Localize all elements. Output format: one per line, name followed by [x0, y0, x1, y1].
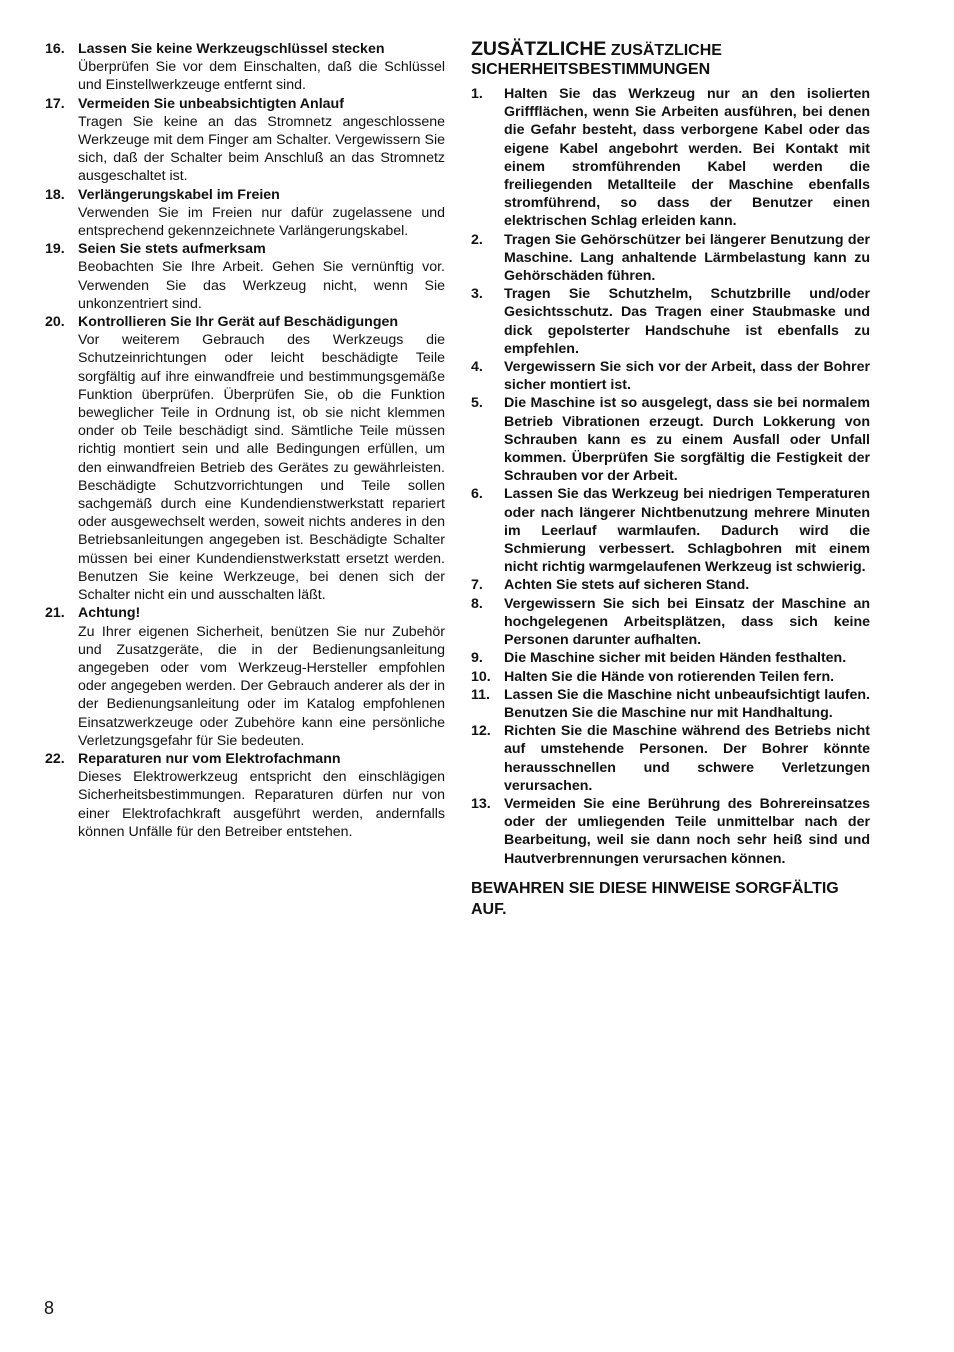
closing-notice: BEWAHREN SIE DIESE HINWEISE SORGFÄLTIG AUF.	[471, 879, 839, 918]
item-number: 5.	[471, 395, 483, 412]
list-item	[471, 358, 870, 394]
item-text: Dieses Elektrowerkzeug entspricht den einschlägigen Sicherheitsbestimmungen. Reparaturen dürfen nur von einer Elektrofachkraft ausgeführt werden, andernfalls können Unfälle für den Betreiber entstehen.	[78, 769, 445, 840]
item-number: 18.	[45, 186, 65, 203]
item-number: 12.	[471, 723, 491, 740]
section-heading-lead: ZUSÄTZLICHE	[471, 38, 607, 60]
item-title: Verlängerungskabel im Freien	[78, 186, 280, 203]
item-number: 22.	[45, 750, 65, 767]
list-item	[45, 750, 445, 841]
item-text: Halten Sie die Hände von rotierenden Teilen fern.	[504, 668, 835, 685]
item-text: Lassen Sie die Maschine nicht unbeaufsichtigt laufen. Benutzen Sie die Maschine nur mit Handhaltung.	[504, 686, 870, 721]
list-item	[471, 231, 870, 286]
list-item	[471, 285, 870, 358]
item-number: 13.	[471, 795, 491, 812]
item-title: Kontrollieren Sie Ihr Gerät auf Beschädigungen	[78, 314, 399, 331]
list-item	[471, 576, 870, 594]
item-number: 7.	[471, 577, 483, 594]
section-heading	[471, 40, 870, 79]
list-item	[45, 95, 445, 186]
item-text: Beobachten Sie Ihre Arbeit. Gehen Sie vernünftig vor. Verwenden Sie das Werkzeug nicht, wenn Sie unkonzentriert sind.	[78, 259, 445, 312]
item-number: 6.	[471, 486, 483, 503]
list-item	[471, 668, 870, 686]
item-number: 9.	[471, 650, 483, 667]
item-text: Vergewissern Sie sich bei Einsatz der Maschine an hochgelegenen Arbeitsplätzen, dass sich keine Personen darunter aufhalten.	[504, 595, 870, 649]
item-text: Die Maschine sicher mit beiden Händen festhalten.	[504, 650, 847, 667]
item-text: Überprüfen Sie vor dem Einschalten, daß die Schlüssel und Einstellwerkzeuge entfernt sind.	[78, 59, 445, 94]
list-item	[471, 485, 870, 576]
item-text: Achten Sie stets auf sicheren Stand.	[504, 577, 750, 594]
item-number: 2.	[471, 231, 483, 248]
list-item	[45, 604, 445, 750]
item-number: 3.	[471, 286, 483, 303]
list-item	[45, 240, 445, 313]
list-item	[471, 394, 870, 485]
item-text: Zu Ihrer eigenen Sicherheit, benützen Sie nur Zubehör und Zusatzgeräte, die in der Bedienungsanleitung angegeben oder vom Werkzeug-Hersteller empfohlen oder angegeben werden. Der Gebrauch anderer als der in der Bedienungsanleitung oder im Katalog empfohlenen Einsatzwerkzeuge oder Zubehöre kann eine persönliche Verletzungsgefahr für Sie bedeuten.	[78, 623, 445, 749]
item-number: 17.	[45, 95, 65, 112]
item-number: 19.	[45, 241, 65, 258]
list-item	[471, 649, 870, 667]
page-number: 8	[44, 1298, 55, 1318]
item-text: Tragen Sie keine an das Stromnetz angeschlossene Werkzeuge mit dem Finger am Schalter. Vergewissern Sie sich, daß der Schalter beim Anschluß an das Stromnetz ausgeschaltet ist.	[78, 113, 445, 185]
list-item	[45, 186, 445, 241]
list-item	[471, 722, 870, 795]
list-item	[471, 686, 870, 722]
item-title: Achtung!	[78, 605, 141, 622]
item-number: 8.	[471, 595, 483, 612]
list-item	[45, 313, 445, 604]
item-number: 10.	[471, 668, 491, 685]
list-item	[471, 85, 870, 231]
item-number: 11.	[471, 686, 490, 703]
item-text: Vergewissern Sie sich vor der Arbeit, dass der Bohrer sicher montiert ist.	[504, 359, 870, 394]
item-text: Vor weiterem Gebrauch des Werkzeugs die Schutzeinrichtungen oder leicht beschädigte Teile sorgfältig auf ihre einwandfreie und bestimmungsgemäße Funktion überprüfen. Überprüfen Sie, ob die Funktion beweglicher Teile in Ordnung ist, ob sie nicht klemmen onder ob Teile beschädigt sind. Sämtliche Teile müssen richtig montiert sein und alle Bedingungen erfüllen, um den einwandfreien Betrieb des Gerätes zu gewährleisten. Beschädigte Schutzvorrichtungen und Teile sollen sachgemäß durch eine Kundendienstwerkstatt repariert oder ausgewechselt werden, soweit nichts anderes in den Betriebsanleitungen angegeben ist. Beschädigte Schalter müssen bei einer Kundendienstwerkstatt ersetzt werden. Benutzen Sie keine Werkzeuge, bei denen sich der Schalter nicht ein und ausschalten läßt.	[78, 332, 445, 604]
item-number: 1.	[471, 86, 483, 102]
item-text: Tragen Sie Gehörschützer bei längerer Benutzung der Maschine. Lang anhaltende Lärmbelastung kann zu Gehörschäden führen.	[504, 231, 870, 285]
item-text: Halten Sie das Werkzeug nur an den isolierten Griffflächen, wenn Sie Arbeiten ausführen, bei denen die Gefahr besteht, dass verborgene Kabel oder das eigene Kabel angebohrt werden. Bei Kontakt mit einem stromführenden Kabel werden die freiliegenden Metallteile der Maschine ebenfalls stromführend, so dass der Benutzer einen elektrischen Schlag erleiden kann.	[504, 86, 870, 230]
list-item	[471, 595, 870, 650]
right-column	[471, 40, 870, 920]
item-title: Lassen Sie keine Werkzeugschlüssel stecken	[78, 41, 385, 57]
item-title: Seien Sie stets aufmerksam	[78, 241, 266, 258]
item-text: Die Maschine ist so ausgelegt, dass sie bei normalem Betrieb Vibrationen erzeugt. Durch Lokkerung von Schrauben kann es zu einem Ausfall oder Unfall kommen. Überprüfen Sie sorgfältig die Festigkeit der Schrauben vor der Arbeit.	[504, 395, 870, 485]
item-number: 20.	[45, 314, 65, 331]
item-text: Richten Sie die Maschine während des Betriebs nicht auf umstehende Personen. Der Bohrer könnte herausschnellen und schwere Verletzungen verursachen.	[504, 723, 870, 794]
section-heading-rest: ZUSÄTZLICHE SICHERHEITSBESTIMMUNGEN	[471, 42, 722, 78]
list-item	[45, 40, 445, 95]
item-number: 4.	[471, 359, 483, 376]
list-item	[471, 795, 870, 868]
left-column	[45, 40, 445, 841]
item-number: 21.	[45, 605, 65, 622]
item-text: Lassen Sie das Werkzeug bei niedrigen Temperaturen oder nach längerer Nichtbenutzung mehrere Minuten im Leerlauf warmlaufen. Dadurch wird die Schmierung verbessert. Schlagbohren mit einem nicht richtig warmgelaufenen Werkzeug ist schwierig.	[504, 486, 870, 576]
item-text: Vermeiden Sie eine Berührung des Bohrereinsatzes oder der umliegenden Teile unmittelbar nach der Bearbeitung, weil sie dann noch sehr heiß sind und Hautverbrennungen verursachen können.	[504, 795, 870, 867]
item-number: 16.	[45, 41, 65, 57]
item-text: Verwenden Sie im Freien nur dafür zugelassene und entsprechend gekennzeichnete Varlängerungskabel.	[78, 204, 445, 240]
item-title: Reparaturen nur vom Elektrofachmann	[78, 750, 341, 767]
item-text: Tragen Sie Schutzhelm, Schutzbrille und/oder Gesichtsschutz. Das Tragen einer Staubmaske und dick gepolsterter Handschuhe ist ebenfalls zu empfehlen.	[504, 286, 870, 357]
item-title: Vermeiden Sie unbeabsichtigten Anlauf	[78, 95, 344, 112]
